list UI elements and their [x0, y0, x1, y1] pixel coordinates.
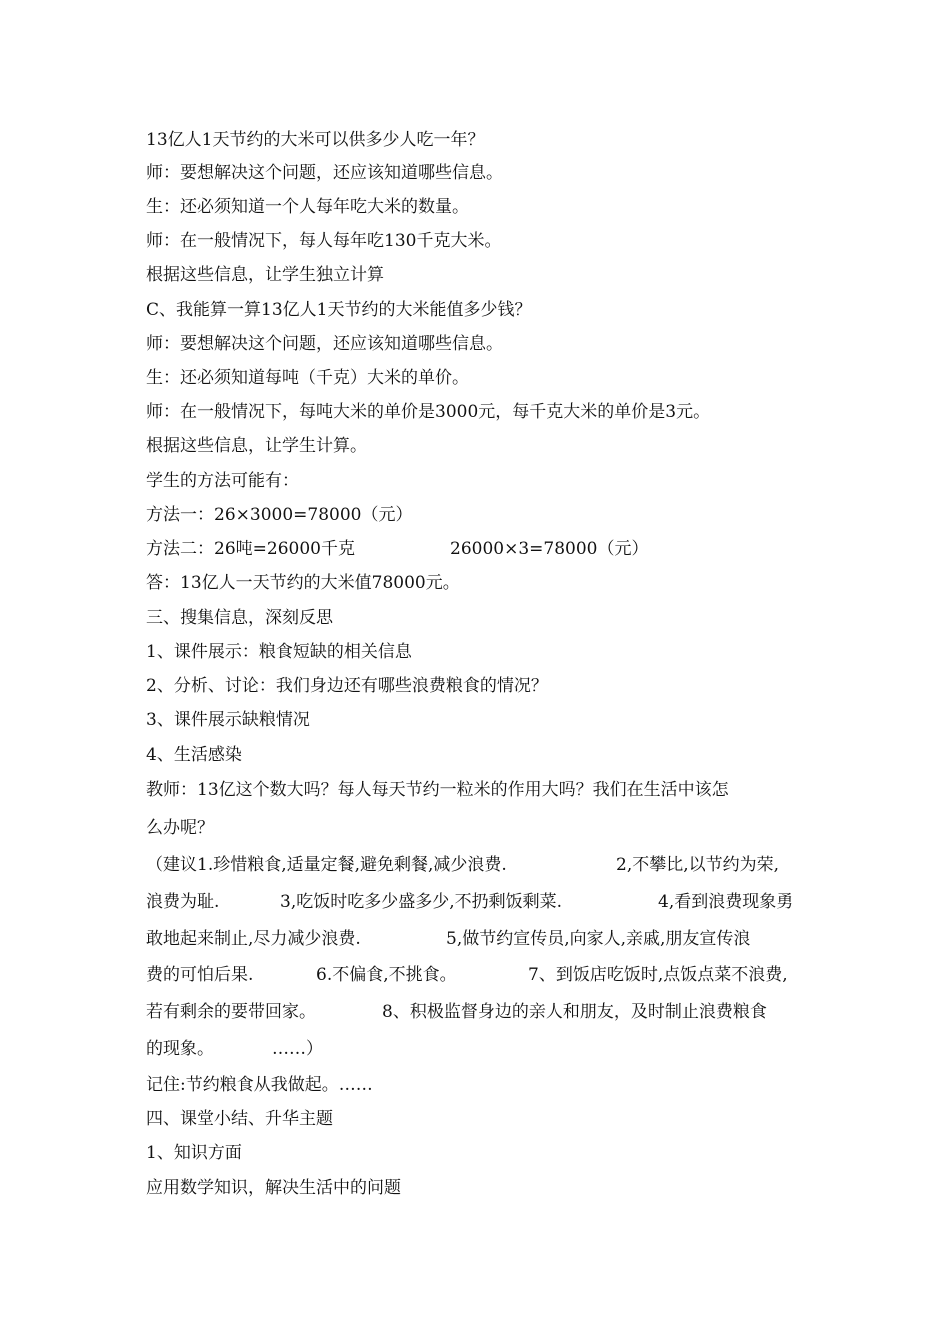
teacher-line-1: 教师：13亿这个数大吗？每人每天节约一粒米的作用大吗？我们在生活中该怎	[146, 780, 729, 800]
method-two-line	[146, 537, 836, 561]
text-line: 2、分析、讨论：我们身边还有哪些浪费粮食的情况？	[146, 676, 548, 696]
text-line: 1、知识方面	[146, 1143, 242, 1163]
text-line: 师：在一般情况下，每吨大米的单价是3000元，每千克大米的单价是3元。	[146, 402, 711, 422]
method-two-right: 26000×3=78000（元）	[450, 539, 649, 559]
suggestion-line	[146, 963, 836, 987]
text-line: C、我能算一算13亿人1天节约的大米能值多少钱？	[146, 300, 532, 320]
suggestion-4: 4,看到浪费现象勇	[658, 892, 794, 912]
text-line: 4、生活感染	[146, 745, 242, 765]
text-line: 3、课件展示缺粮情况	[146, 710, 310, 730]
text-line: 师：在一般情况下，每人每年吃130千克大米。	[146, 231, 502, 251]
suggestion-ellipsis: ……）	[272, 1039, 323, 1059]
text-line: 1、课件展示：粮食短缺的相关信息	[146, 642, 412, 662]
text-line: 方法一：26×3000=78000（元）	[146, 505, 413, 525]
suggestion-line	[146, 927, 836, 951]
suggestion-line	[146, 1000, 836, 1024]
section-heading: 三、搜集信息，深刻反思	[146, 608, 333, 628]
text-line: 应用数学知识，解决生活中的问题	[146, 1178, 401, 1198]
suggestion-2: 2,不攀比,以节约为荣,	[616, 855, 780, 875]
suggestion-text: 浪费为耻.	[146, 892, 220, 912]
suggestion-text: 的现象。	[146, 1039, 214, 1059]
suggestion-5: 5,做节约宣传员,向家人,亲戚,朋友宣传浪	[446, 929, 751, 949]
teacher-line-2: 么办呢？	[146, 818, 214, 838]
section-heading: 四、课堂小结、升华主题	[146, 1109, 333, 1129]
text-line: 学生的方法可能有：	[146, 471, 299, 491]
suggestion-text: 若有剩余的要带回家。	[146, 1002, 316, 1022]
suggestion-8: 8、积极监督身边的亲人和朋友，及时制止浪费粮食	[382, 1002, 767, 1022]
suggestion-3: 3,吃饭时吃多少盛多少,不扔剩饭剩菜.	[280, 892, 563, 912]
text-line: 记住:节约粮食从我做起。……	[146, 1075, 373, 1095]
text-line: 生：还必须知道每吨（千克）大米的单价。	[146, 368, 469, 388]
suggestion-line	[146, 1037, 836, 1061]
text-line: 师：要想解决这个问题，还应该知道哪些信息。	[146, 163, 503, 183]
text-line: 生：还必须知道一个人每年吃大米的数量。	[146, 197, 469, 217]
suggestion-text: 费的可怕后果.	[146, 965, 254, 985]
suggestion-line	[146, 853, 836, 877]
text-line: 根据这些信息，让学生计算。	[146, 436, 367, 456]
suggestion-7: 7、到饭店吃饭时,点饭点菜不浪费,	[528, 965, 788, 985]
text-line: 根据这些信息，让学生独立计算	[146, 265, 384, 285]
text-line: 师：要想解决这个问题，还应该知道哪些信息。	[146, 334, 503, 354]
suggestion-text: 敢地起来制止,尽力减少浪费.	[146, 929, 361, 949]
method-two-left: 方法二：26吨=26000千克	[146, 539, 355, 559]
text-line: 13亿人1天节约的大米可以供多少人吃一年？	[146, 130, 485, 150]
suggestion-6: 6.不偏食,不挑食。	[316, 965, 457, 985]
text-line: 答：13亿人一天节约的大米值78000元。	[146, 573, 460, 593]
suggestion-line	[146, 890, 836, 914]
suggestion-1: （建议1.珍惜粮食,适量定餐,避免剩餐,减少浪费.	[146, 855, 507, 875]
